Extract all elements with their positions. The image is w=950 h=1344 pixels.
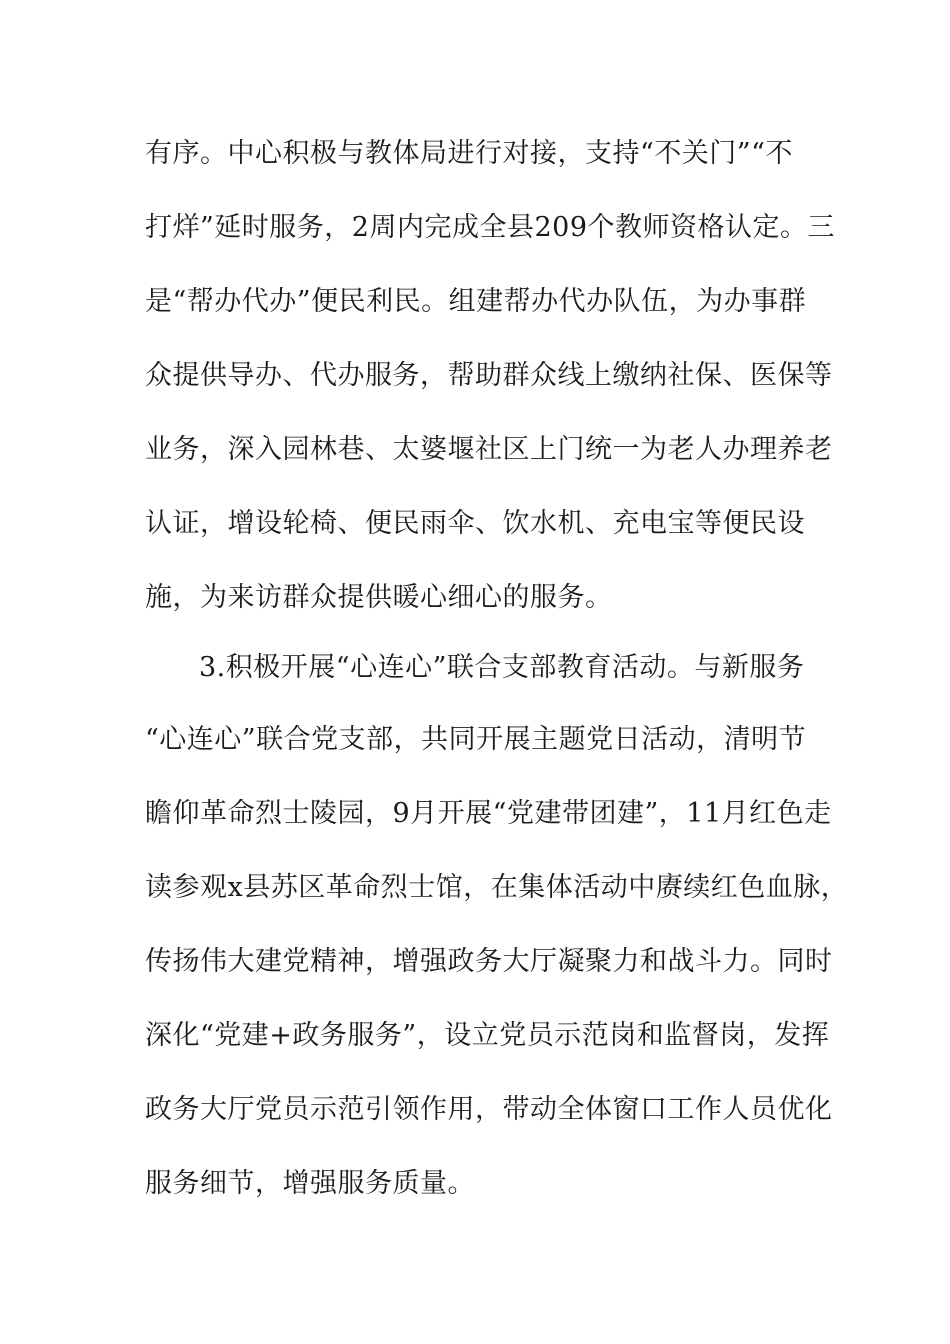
paragraph-line: 是“帮办代办”便民利民。组建帮办代办队伍，为办事群 [145,286,807,317]
paragraph-line: 认证，增设轮椅、便民雨伞、饮水机、充电宝等便民设 [145,508,805,539]
paragraph-line: 瞻仰革命烈士陵园，9月开展“党建带团建”，11月红色走 [145,798,832,829]
paragraph-line: 政务大厅党员示范引领作用，带动全体窗口工作人员优化 [145,1094,833,1125]
paragraph-heading-line: 3.积极开展“心连心”联合支部教育活动。与新服务 [199,652,805,683]
paragraph-line: “心连心”联合党支部，共同开展主题党日活动，清明节 [145,724,807,755]
paragraph-line: 传扬伟大建党精神，增强政务大厅凝聚力和战斗力。同时 [145,946,833,977]
paragraph-line: 读参观x县苏区革命烈士馆，在集体活动中赓续红色血脉， [145,872,849,903]
paragraph-line: 众提供导办、代办服务，帮助群众线上缴纳社保、医保等 [145,360,833,391]
paragraph-line: 服务细节，增强服务质量。 [145,1168,475,1199]
paragraph-line: 打烊”延时服务，2周内完成全县209个教师资格认定。三 [145,212,836,243]
paragraph-line: 有序。中心积极与教体局进行对接，支持“不关门”“不 [145,138,793,169]
paragraph-line: 深化“党建+政务服务”，设立党员示范岗和监督岗，发挥 [145,1020,830,1051]
paragraph-line: 业务，深入园林巷、太婆堰社区上门统一为老人办理养老 [145,434,833,465]
paragraph-line: 施，为来访群众提供暖心细心的服务。 [145,582,613,613]
